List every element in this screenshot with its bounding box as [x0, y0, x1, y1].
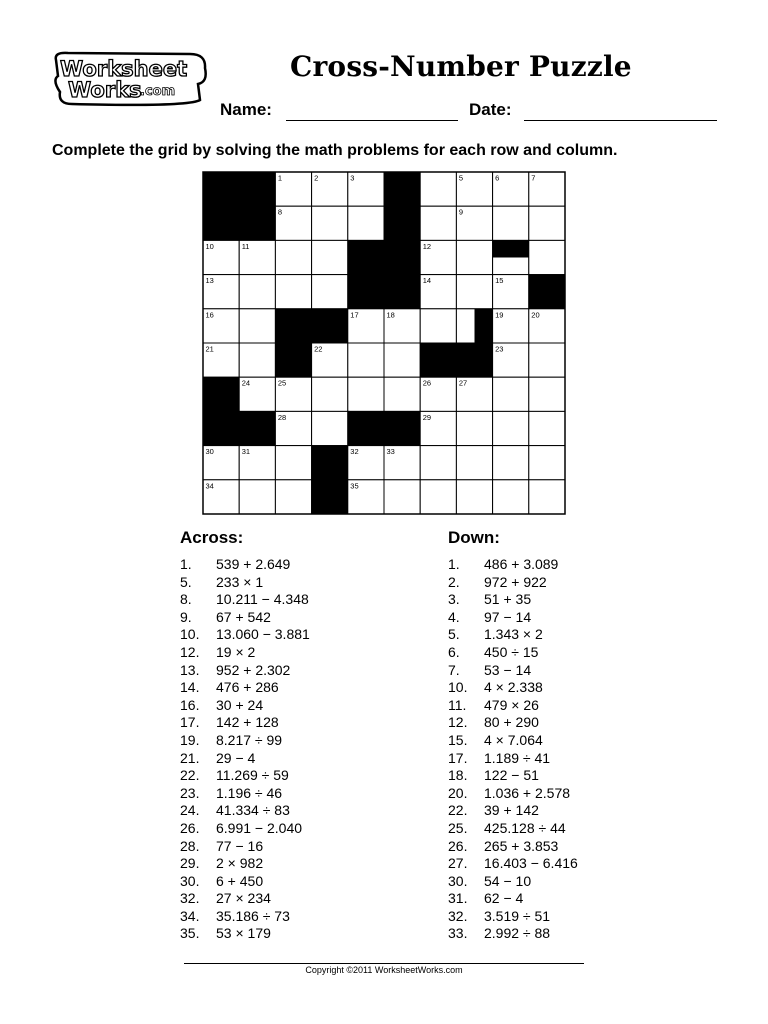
down-clue — [448, 697, 578, 715]
clue-number: 12. — [180, 643, 200, 660]
clue-text: 53 − 14 — [484, 661, 532, 678]
clue-number: 30. — [180, 872, 200, 889]
grid-block — [239, 411, 275, 445]
clue-number: 22. — [448, 802, 468, 819]
cell-number: 30 — [205, 447, 214, 457]
across-clue — [180, 626, 310, 644]
name-label: Name: — [220, 100, 272, 119]
grid-cell[interactable] — [275, 446, 311, 480]
grid-block — [312, 446, 348, 480]
cell-number: 2 — [314, 173, 319, 183]
clue-number: 1. — [448, 556, 460, 572]
clue-text: 80 + 290 — [484, 714, 539, 731]
grid-cell[interactable] — [275, 275, 311, 309]
clue-text: 39 + 142 — [484, 802, 539, 819]
clue-text: 35.186 ÷ 73 — [216, 907, 290, 924]
grid-cell[interactable] — [348, 343, 384, 377]
down-clue — [448, 591, 578, 609]
copyright: Copyright ©2011 WorksheetWorks.com — [305, 965, 463, 975]
across-clue — [180, 644, 310, 662]
clue-number: 28. — [180, 837, 200, 854]
grid-cell[interactable] — [420, 172, 456, 206]
grid-cell[interactable] — [456, 480, 492, 514]
clue-text: 233 × 1 — [216, 573, 264, 590]
clue-text: 4 × 2.338 — [484, 679, 543, 696]
grid-block — [348, 275, 384, 309]
grid-cell[interactable] — [239, 480, 275, 514]
grid-block-partial — [475, 309, 493, 343]
clue-text: 51 + 35 — [484, 591, 532, 608]
cell-number: 35 — [350, 481, 359, 491]
clue-text: 539 + 2.649 — [216, 556, 291, 572]
down-clue — [448, 925, 578, 943]
clue-text: 1.196 ÷ 46 — [216, 784, 283, 801]
clue-number: 18. — [448, 767, 468, 784]
down-clue — [448, 802, 578, 820]
clue-text: 77 − 16 — [216, 837, 264, 854]
grid-block — [239, 172, 275, 206]
clue-text: 27 × 234 — [216, 890, 271, 907]
down-clue — [448, 820, 578, 838]
across-clue — [180, 855, 310, 873]
clue-text: 479 × 26 — [484, 696, 539, 713]
grid-cell[interactable] — [348, 377, 384, 411]
cell-number: 27 — [458, 378, 468, 388]
clue-number: 19. — [180, 731, 200, 748]
clue-text: 952 + 2.302 — [216, 661, 291, 678]
clue-text: 6.991 − 2.040 — [216, 819, 303, 836]
across-clue-list — [180, 556, 310, 943]
grid-block — [384, 240, 420, 274]
cell-number: 1 — [277, 173, 283, 183]
grid-cell[interactable] — [239, 309, 275, 343]
clue-text: 972 + 922 — [484, 573, 547, 590]
cell-number: 13 — [205, 276, 214, 286]
grid-cell[interactable] — [239, 343, 275, 377]
clue-number: 34. — [180, 907, 200, 924]
grid-cell[interactable] — [493, 411, 529, 445]
grid-block — [312, 480, 348, 514]
clue-text: 41.334 ÷ 83 — [216, 802, 290, 819]
instructions: Complete the grid by solving the math problems for each row and column. — [52, 142, 618, 159]
grid-block — [239, 206, 275, 240]
clue-number: 17. — [448, 749, 468, 766]
cell-number: 17 — [350, 310, 359, 320]
clue-number: 22. — [180, 767, 200, 784]
down-clue — [448, 873, 578, 891]
grid-block — [384, 411, 420, 445]
grid-cell[interactable] — [456, 411, 492, 445]
down-clue-list — [448, 556, 578, 943]
clue-text: 3.519 ÷ 51 — [484, 907, 551, 924]
clue-text: 97 − 14 — [484, 608, 532, 625]
down-clue — [448, 908, 578, 926]
cell-number: 7 — [531, 173, 536, 183]
cell-number: 4 — [386, 173, 391, 183]
cell-number: 23 — [495, 344, 504, 354]
clue-number: 32. — [180, 890, 200, 907]
grid-cell[interactable] — [456, 240, 492, 274]
grid-cell[interactable] — [384, 377, 420, 411]
grid-block-partial — [275, 309, 311, 326]
grid-cell[interactable] — [384, 480, 420, 514]
clue-text: 476 + 286 — [216, 679, 279, 696]
clue-number: 32. — [448, 907, 468, 924]
cell-number: 11 — [241, 241, 250, 251]
clue-number: 31. — [448, 890, 468, 907]
across-clue — [180, 785, 310, 803]
grid-block — [203, 206, 239, 240]
grid-block — [456, 343, 492, 377]
grid-cell[interactable] — [312, 411, 348, 445]
clue-number: 8. — [180, 591, 192, 608]
down-clue — [448, 785, 578, 803]
grid-block — [348, 411, 384, 445]
cell-number: 9 — [458, 207, 464, 217]
across-clue — [180, 925, 310, 943]
clue-number: 20. — [448, 784, 468, 801]
clue-number: 9. — [180, 608, 192, 625]
across-clue — [180, 679, 310, 697]
date-label: Date: — [469, 100, 512, 119]
cell-number: 5 — [458, 173, 464, 183]
down-clue — [448, 609, 578, 627]
clue-text: 13.060 − 3.881 — [216, 626, 310, 643]
across-clue — [180, 908, 310, 926]
grid-cell[interactable] — [275, 240, 311, 274]
clue-text: 62 − 4 — [484, 890, 524, 907]
clue-text: 11.269 ÷ 59 — [216, 767, 289, 784]
grid-cell[interactable] — [312, 275, 348, 309]
down-clue — [448, 714, 578, 732]
cell-number: 34 — [205, 481, 214, 491]
grid-cell[interactable] — [348, 206, 384, 240]
grid-cell[interactable] — [312, 206, 348, 240]
cell-number: 10 — [205, 241, 214, 251]
grid-cell[interactable] — [529, 240, 565, 274]
clue-number: 1. — [180, 556, 192, 572]
logo-suffix: .com — [140, 84, 176, 99]
clue-number: 10. — [448, 679, 468, 696]
clue-text: 450 ÷ 15 — [484, 643, 539, 660]
cell-number: 18 — [386, 310, 395, 320]
clue-text: 19 × 2 — [216, 643, 256, 660]
across-clue — [180, 697, 310, 715]
grid-block-partial — [203, 377, 221, 411]
across-clue — [180, 838, 310, 856]
down-clue — [448, 626, 578, 644]
clue-text: 122 − 51 — [484, 767, 539, 784]
cell-number: 20 — [531, 310, 540, 320]
clue-number: 24. — [180, 802, 200, 819]
down-clue — [448, 644, 578, 662]
grid-cell[interactable] — [493, 206, 529, 240]
clue-text: 1.343 × 2 — [484, 626, 543, 643]
across-clue — [180, 556, 310, 574]
across-clue — [180, 609, 310, 627]
cell-number: 24 — [241, 378, 251, 388]
grid-block-partial — [312, 309, 348, 326]
grid-cell[interactable] — [312, 377, 348, 411]
down-clue — [448, 767, 578, 785]
grid-cell[interactable] — [275, 480, 311, 514]
grid-cell[interactable] — [493, 446, 529, 480]
grid-cell[interactable] — [420, 446, 456, 480]
cell-number: 26 — [422, 378, 432, 388]
clue-text: 29 − 4 — [216, 749, 256, 766]
clue-number: 7. — [448, 661, 460, 678]
page-title: Cross-Number Puzzle — [290, 50, 632, 83]
grid-block — [420, 343, 456, 377]
logo-line1: Worksheet — [60, 57, 188, 81]
logo-line2: Works — [68, 78, 142, 102]
grid-cell[interactable] — [493, 480, 529, 514]
clue-number: 23. — [180, 784, 200, 801]
across-clue — [180, 662, 310, 680]
clue-number: 21. — [180, 749, 200, 766]
grid-block — [529, 275, 565, 309]
footer-divider — [184, 963, 584, 964]
across-clue — [180, 591, 310, 609]
clue-text: 265 + 3.853 — [484, 837, 559, 854]
clue-text: 8.217 ÷ 99 — [216, 731, 283, 748]
cell-number: 32 — [350, 447, 359, 457]
across-clue — [180, 820, 310, 838]
grid-cell[interactable] — [529, 206, 565, 240]
across-clue — [180, 732, 310, 750]
grid-block — [203, 411, 239, 445]
clue-number: 10. — [180, 626, 200, 643]
grid-cell[interactable] — [384, 343, 420, 377]
clue-text: 4 × 7.064 — [484, 731, 543, 748]
clue-text: 1.189 ÷ 41 — [484, 749, 551, 766]
cell-number: 16 — [205, 310, 214, 320]
grid-cell[interactable] — [420, 480, 456, 514]
clue-number: 26. — [180, 819, 200, 836]
clue-text: 486 + 3.089 — [484, 556, 559, 572]
clue-number: 5. — [180, 573, 192, 590]
down-clue — [448, 679, 578, 697]
clue-text: 1.036 + 2.578 — [484, 784, 571, 801]
clue-number: 12. — [448, 714, 468, 731]
clue-number: 2. — [448, 573, 460, 590]
clue-text: 16.403 − 6.416 — [484, 855, 578, 872]
cell-number: 25 — [277, 378, 287, 388]
grid-cell[interactable] — [456, 275, 492, 309]
clue-text: 425.128 ÷ 44 — [484, 819, 566, 836]
down-clue — [448, 732, 578, 750]
clue-number: 17. — [180, 714, 200, 731]
down-clue — [448, 838, 578, 856]
clue-number: 29. — [180, 855, 200, 872]
clue-text: 53 × 179 — [216, 925, 271, 942]
cell-number: 22 — [314, 344, 323, 354]
clue-text: 142 + 128 — [216, 714, 279, 731]
grid-block-partial — [493, 240, 529, 257]
across-clue — [180, 873, 310, 891]
cell-number: 3 — [350, 173, 355, 183]
clue-number: 14. — [180, 679, 200, 696]
clue-text: 54 − 10 — [484, 872, 532, 889]
grid-cell[interactable] — [529, 377, 565, 411]
down-clue — [448, 574, 578, 592]
cell-number: 31 — [241, 447, 251, 457]
down-clue — [448, 556, 578, 574]
clue-number: 3. — [448, 591, 460, 608]
clue-number: 11. — [448, 696, 467, 713]
cell-number: 14 — [422, 276, 432, 286]
down-clue — [448, 662, 578, 680]
down-clue — [448, 890, 578, 908]
grid-cell[interactable] — [312, 240, 348, 274]
grid-cell[interactable] — [529, 411, 565, 445]
grid-cell[interactable] — [239, 275, 275, 309]
clue-text: 10.211 − 4.348 — [216, 591, 309, 608]
clue-number: 6. — [448, 643, 460, 660]
clue-text: 67 + 542 — [216, 608, 271, 625]
grid-cell[interactable] — [456, 446, 492, 480]
grid-block — [348, 240, 384, 274]
clue-text: 6 + 450 — [216, 872, 264, 889]
clue-number: 25. — [448, 819, 468, 836]
clue-number: 5. — [448, 626, 460, 643]
across-clue — [180, 802, 310, 820]
clue-number: 33. — [448, 925, 468, 942]
clue-text: 2 × 982 — [216, 855, 264, 872]
across-heading: Across: — [180, 528, 244, 547]
clue-number: 4. — [448, 608, 460, 625]
cell-number: 12 — [422, 241, 432, 251]
grid-cell[interactable] — [420, 309, 456, 343]
cell-number: 19 — [495, 310, 504, 320]
cell-number: 8 — [277, 207, 283, 217]
clue-number: 35. — [180, 925, 200, 942]
across-clue — [180, 890, 310, 908]
grid-cell[interactable] — [529, 343, 565, 377]
down-heading: Down: — [448, 528, 500, 547]
across-clue — [180, 750, 310, 768]
cell-number: 21 — [205, 344, 214, 354]
grid-cell[interactable] — [493, 377, 529, 411]
across-clue — [180, 767, 310, 785]
cell-number: 15 — [495, 276, 504, 286]
grid-cell[interactable] — [529, 446, 565, 480]
cell-number: 6 — [495, 173, 500, 183]
grid-block — [384, 206, 420, 240]
clue-text: 30 + 24 — [216, 696, 264, 713]
grid-cell[interactable] — [420, 206, 456, 240]
down-clue — [448, 855, 578, 873]
grid-cell[interactable] — [529, 480, 565, 514]
clue-number: 26. — [448, 837, 468, 854]
across-clue — [180, 574, 310, 592]
cell-number: 29 — [422, 412, 432, 422]
across-clue — [180, 714, 310, 732]
clue-number: 16. — [180, 696, 200, 713]
clue-number: 13. — [180, 661, 200, 678]
clue-number: 27. — [448, 855, 468, 872]
clue-text: 2.992 ÷ 88 — [484, 925, 551, 942]
grid-block — [384, 275, 420, 309]
grid-block — [275, 343, 311, 377]
cell-number: 33 — [386, 447, 395, 457]
cell-number: 28 — [277, 412, 287, 422]
down-clue — [448, 750, 578, 768]
grid-block — [203, 172, 239, 206]
clue-number: 30. — [448, 872, 468, 889]
clue-number: 15. — [448, 731, 468, 748]
